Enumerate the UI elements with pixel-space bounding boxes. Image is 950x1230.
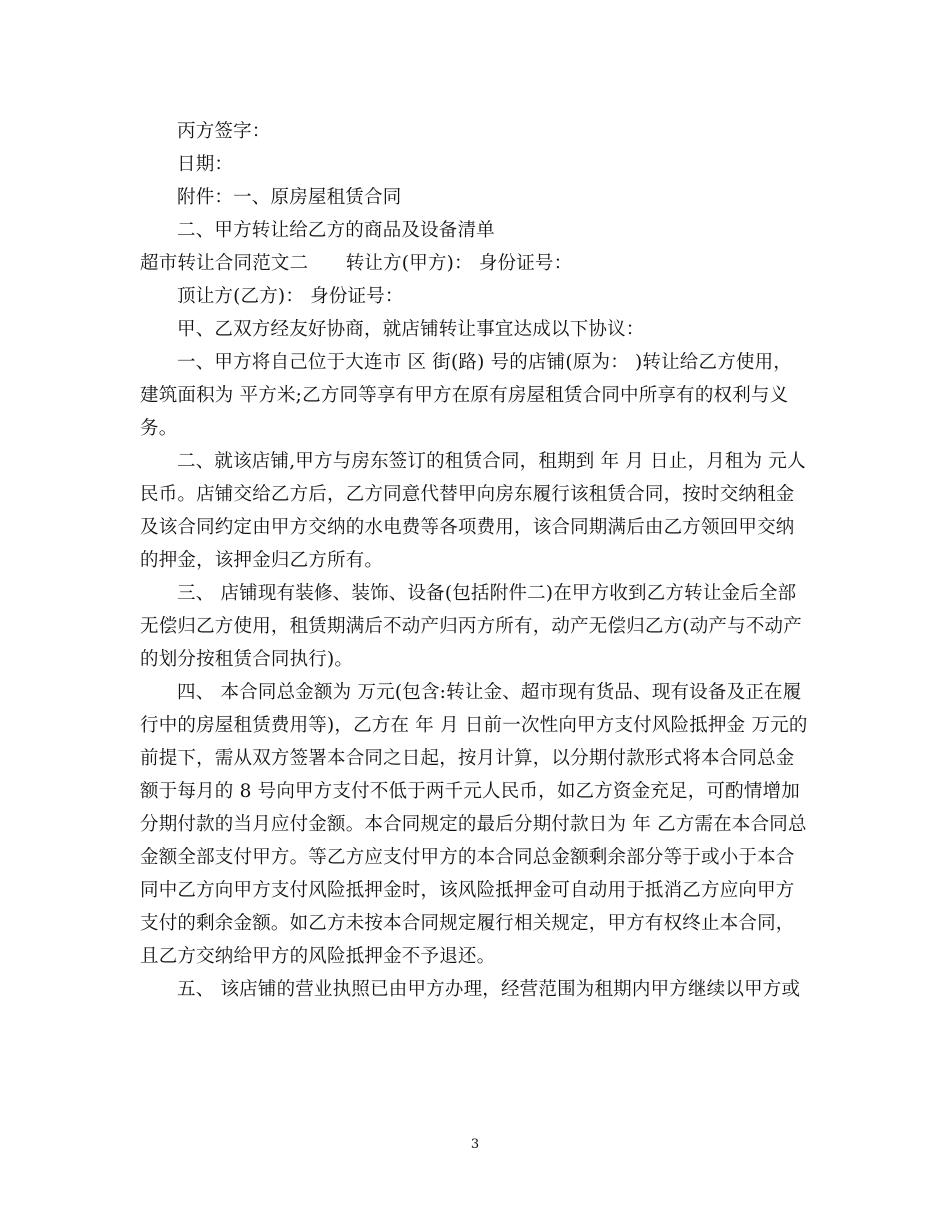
party-b-line: 顶让方(乙方)： 身份证号： [177,286,404,307]
contract-title-line: 超市转让合同范文二 转让方(甲方)： 身份证号： [140,253,573,274]
clause-three: 三、 店铺现有装修、装饰、设备(包括附件二)在甲方收到乙方转让金后全部无偿归乙方使用，租赁期满后不动产归丙方所有，动产无偿归乙方(动产与不动产的划分按租赁合同执行)。 [140,583,802,670]
date-line: 日期： [177,154,234,175]
clause-two: 二、就该店铺,甲方与房东签订的租赁合同，租期到 年 月 日止，月租为 元人民币。店铺交给乙方后，乙方同意代替甲向房东履行该租赁合同，按时交纳租金及该合同约定由甲方交纳的水电费等各项费用，该合同期满后由乙方领回甲交纳的押金，该押金归乙方所有。 [140,451,806,571]
agreement-intro: 甲、乙双方经友好协商，就店铺转让事宜达成以下协议： [177,319,645,340]
page-number: 3 [470,1137,480,1152]
clause-one: 一、甲方将自己位于大连市 区 街(路) 号的店铺(原为： )转让给乙方使用，建筑面积为 平方米;乙方同等享有甲方在原有房屋租赁合同中所享有的权利与义务。 [140,352,792,439]
clause-five: 五、 该店铺的营业执照已由甲方办理，经营范围为租期内甲方继续以甲方或 [177,979,801,1000]
attachment-one: 附件：一、原房屋租赁合同 [177,187,402,208]
signature-party-c: 丙方签字： [177,121,271,142]
clause-four: 四、 本合同总金额为 万元(包含:转让金、超市现有货品、现有设备及正在履行中的房屋租赁费用等)，乙方在 年 月 日前一次性向甲方支付风险抵押金 万元的前提下，需从双方签署本合同之日起，按月计算，以分期付款形式将本合同总金额于每月的 8 号向甲方支付不低于两千元人民币，如乙方资金充足，可酌情增加分期付款的当月应付金额。本合同规定的最后分期付款日为 年 乙方需在本合同总金额全部支付甲方。等乙方应支付甲方的本合同总金额剩余部分等于或小于本合同中乙方向甲方支付风险抵押金时，该风险抵押金可自动用于抵消乙方应向甲方支付的剩余金额。如乙方未按本合同规定履行相关规定，甲方有权终止本合同，且乙方交纳给甲方的风险抵押金不予退还。 [140,682,808,967]
attachment-two: 二、甲方转让给乙方的商品及设备清单 [177,220,495,241]
document-body [140,115,810,1006]
